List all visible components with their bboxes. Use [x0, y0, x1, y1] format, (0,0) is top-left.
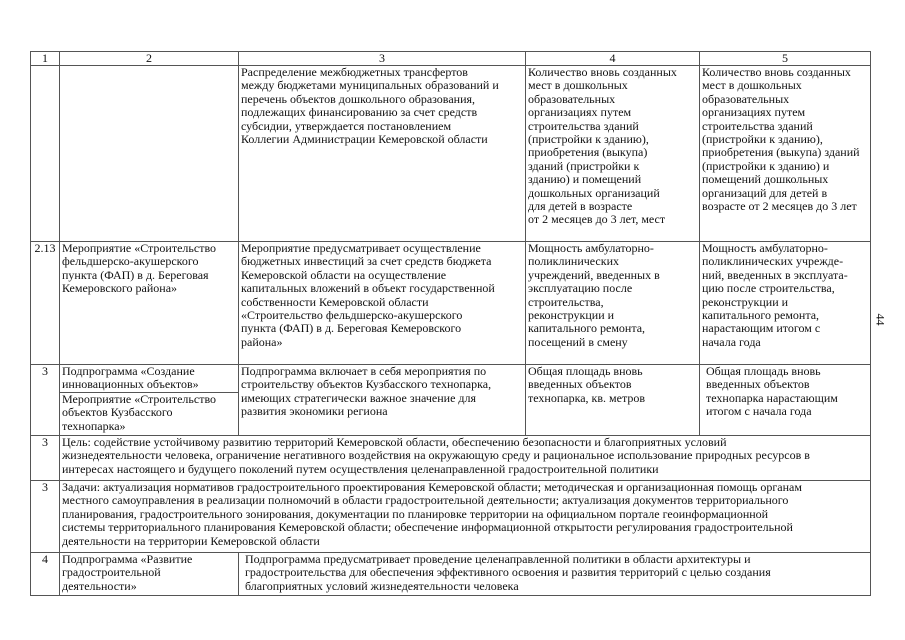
text-line: собственности Кемеровской области — [241, 294, 429, 309]
text-line: имеющих стратегически важное значение для — [241, 390, 477, 405]
text-line: возрасте от 2 месяцев до 3 лет — [702, 199, 857, 214]
text-line: технопарка, кв. метров — [528, 390, 646, 405]
text-line: капитального ремонта, — [702, 308, 820, 323]
page-number: 44 — [873, 313, 888, 326]
text-line: зданий (пристройки к — [528, 158, 640, 173]
table-row — [31, 553, 871, 596]
header-cell: 5 — [700, 52, 871, 66]
text-line: градостроительной — [62, 565, 161, 580]
text-line: поликлинических учрежде- — [702, 254, 844, 269]
text-line: цию после строительства, — [702, 281, 835, 296]
text-line: Задачи: актуализация нормативов градостроительного проектирования Кемеровской области; методическая и организационная помощь органам — [62, 480, 802, 494]
cell-name — [60, 393, 239, 436]
text-line: организациях путем — [528, 105, 632, 120]
text-line: реконструкции и — [528, 308, 615, 323]
text-line: (пристройки к зданию), — [528, 132, 649, 147]
cell-name — [60, 553, 239, 596]
text-line: для детей в возрасте — [528, 199, 633, 214]
text-line: градостроительства для обеспечения эффективного освоения и развития территорий с целью создания — [245, 565, 771, 580]
row-number: 3 — [31, 436, 60, 481]
text-line: Цель: содействие устойчивому развитию территорий Кемеровской области, обеспечению безопасности и благоприятных условий — [62, 435, 727, 449]
text-line: подлежащих финансированию за счет средств — [241, 105, 478, 120]
text-line: строительства зданий — [702, 118, 813, 133]
row-number: 3 — [31, 481, 60, 553]
text-line: системы территориального планирования Кемеровской области; обеспечение информационной открытости регулирования градостроительной — [62, 520, 793, 535]
text-line: (пристройки к зданию) и — [702, 158, 830, 173]
header-cell: 3 — [239, 52, 526, 66]
text-line: фельдшерско-акушерского — [62, 254, 199, 269]
text-line: учреждений, введенных в — [528, 267, 660, 282]
text-line: образовательных — [702, 91, 790, 106]
text-line: Подпрограмма «Развитие — [62, 552, 193, 566]
text-line: зданию) и помещений — [528, 172, 642, 187]
table-row — [31, 481, 871, 553]
row-number — [31, 66, 60, 242]
text-line: организациях путем — [702, 105, 806, 120]
cell-goal — [60, 436, 871, 481]
text-line: Подпрограмма включает в себя мероприятия по — [241, 364, 487, 378]
text-line: реконструкции и — [702, 294, 789, 309]
row-number: 4 — [31, 553, 60, 596]
text-line: поликлинических — [528, 254, 619, 269]
program-table — [30, 51, 871, 596]
cell-indicator-method — [700, 365, 871, 436]
text-line: (пристройки к зданию), — [702, 132, 823, 147]
text-line: Мероприятие «Строительство — [62, 241, 217, 255]
text-line: Мощность амбулаторно- — [528, 241, 654, 255]
text-line: благоприятных условий жизнедеятельности человека — [245, 578, 519, 593]
table-row — [31, 66, 871, 242]
cell-indicator — [526, 242, 700, 365]
header-row — [31, 52, 871, 66]
text-line: объектов Кузбасского — [62, 405, 173, 420]
text-line: Количество вновь созданных — [702, 65, 851, 79]
cell-indicator-method — [700, 66, 871, 242]
text-line: Коллегии Администрации Кемеровской области — [241, 132, 488, 147]
text-line: интересах настоящего и будущего поколений путем осуществления целенаправленной градостроительной политики — [62, 461, 659, 476]
cell-description — [239, 365, 526, 436]
text-line: введенных объектов — [706, 377, 810, 392]
row-number: 2.13 — [31, 242, 60, 365]
text-line: итогом с начала года — [706, 404, 812, 419]
text-line: организаций для детей в — [702, 185, 828, 200]
cell-indicator-method — [700, 242, 871, 365]
text-line: посещений в смену — [528, 334, 628, 349]
table-row — [31, 365, 871, 393]
text-line: пункта (ФАП) в д. Береговая — [62, 267, 209, 282]
text-line: инновационных объектов» — [62, 377, 199, 392]
text-line: «Строительство фельдшерско-акушерского — [241, 308, 463, 323]
text-line: нарастающим итогом с — [702, 321, 821, 336]
text-line: введенных объектов — [528, 377, 632, 392]
text-line: помещений дошкольных — [702, 172, 829, 187]
text-line: технопарка нарастающим — [706, 390, 838, 405]
text-line: субсидии, утверждается постановлением — [241, 118, 452, 133]
cell-name — [60, 66, 239, 242]
text-line: Общая площадь вновь — [528, 364, 643, 378]
text-line: начала года — [702, 334, 761, 349]
header-cell: 2 — [60, 52, 239, 66]
text-line: строительства, — [528, 294, 604, 309]
text-line: жизнедеятельности человека, ограничение негативного воздействия на окружающую среду и рациональное использование природных ресурсов в — [62, 448, 810, 463]
text-line: приобретения (выкупа) — [528, 145, 648, 160]
text-line: местного самоуправления в реализации полномочий в области градостроительной деятельности; актуализация документов территориального — [62, 493, 789, 508]
text-line: мест в дошкольных — [702, 78, 802, 93]
header-cell: 4 — [526, 52, 700, 66]
cell-tasks — [60, 481, 871, 553]
text-line: дошкольных организаций — [528, 185, 660, 200]
text-line: Общая площадь вновь — [706, 364, 821, 378]
row-number: 3 — [31, 365, 60, 436]
header-cell: 1 — [31, 52, 60, 66]
text-line: капитального ремонта, — [528, 321, 646, 336]
cell-description — [239, 242, 526, 365]
text-line: Мощность амбулаторно- — [702, 241, 828, 255]
text-line: мест в дошкольных — [528, 78, 628, 93]
cell-name — [60, 365, 239, 393]
text-line: развития экономики региона — [241, 404, 388, 419]
text-line: планирования, градостроительного зонирования, документации по планировке территории на официальном портале геоинформационной — [62, 506, 769, 521]
text-line: Кемеровской области на осуществление — [241, 267, 447, 282]
text-line: от 2 месяцев до 3 лет, мест — [528, 212, 666, 227]
text-line: района» — [241, 334, 283, 349]
text-line: Мероприятие предусматривает осуществление — [241, 241, 481, 255]
cell-indicator — [526, 66, 700, 242]
cell-description — [239, 66, 526, 242]
text-line: ний, введенных в эксплуата- — [702, 267, 848, 282]
text-line: эксплуатацию после — [528, 281, 633, 296]
cell-indicator — [526, 365, 700, 436]
text-line: между бюджетами муниципальных образований и — [241, 78, 499, 93]
cell-name — [60, 242, 239, 365]
text-line: Мероприятие «Строительство — [62, 392, 217, 406]
text-line: строительства зданий — [528, 118, 639, 133]
text-line: образовательных — [528, 91, 616, 106]
text-line: перечень объектов дошкольного образования, — [241, 91, 476, 106]
cell-description — [239, 553, 871, 596]
text-line: технопарка» — [62, 418, 126, 433]
text-line: Количество вновь созданных — [528, 65, 677, 79]
text-line: Распределение межбюджетных трансфертов — [241, 65, 468, 79]
text-line: деятельности на территории Кемеровской области — [62, 533, 320, 548]
text-line: деятельности» — [62, 578, 137, 593]
table-row — [31, 242, 871, 365]
text-line: Подпрограмма предусматривает проведение целенаправленной политики в области архитектуры и — [245, 552, 751, 566]
text-line: приобретения (выкупа) зданий — [702, 145, 860, 160]
text-line: Подпрограмма «Создание — [62, 364, 195, 378]
text-line: бюджетных инвестиций за счет средств бюджета — [241, 254, 492, 269]
text-line: Кемеровского района» — [62, 281, 178, 296]
text-line: пункта (ФАП) в д. Береговая Кемеровского — [241, 321, 462, 336]
text-line: капитальных вложений в объект государственной — [241, 281, 495, 296]
table-row — [31, 436, 871, 481]
text-line: строительству объектов Кузбасского технопарка, — [241, 377, 492, 392]
